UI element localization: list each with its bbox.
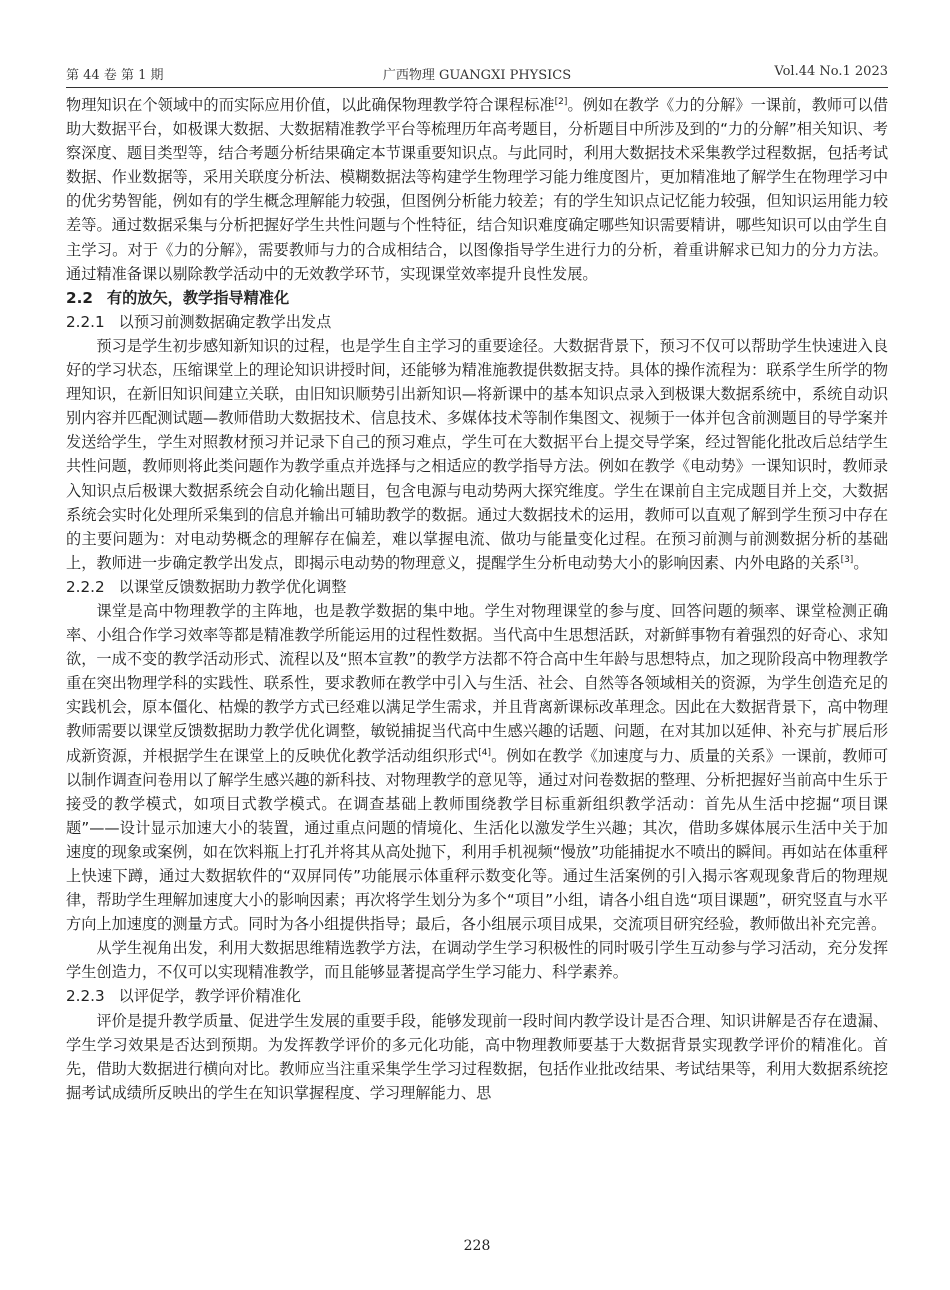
- citation-ref: [2]: [554, 97, 568, 107]
- section-number: 2.2.3: [66, 987, 105, 1006]
- section-number: 2.2.2: [66, 577, 105, 596]
- citation-ref: [3]: [840, 554, 854, 565]
- paragraph-text: 评价是提升教学质量、促进学生发展的重要手段，能够发现前一段时间内教学设计是否合理、知识讲解是否存在遗漏、学生学习效果是否达到预期。为发挥教学评价的多元化功能，高中物理教师要基于大数据背景实现教学评价的精准化。首先，借助大数据进行横向对比。教师应当注重采集学生学习过程数据，包括作业批改结果、考试结果等，利用大数据系统挖掘考试成绩所反映出的学生在知识掌握程度、学习理解能力、思: [66, 1011, 888, 1102]
- paragraph-text: 课堂是高中物理教学的主阵地，也是教学数据的集中地。学生对物理课堂的参与度、回答问题的频率、课堂检测正确率、小组合作学习效率等都是精准教学所能运用的过程性数据。当代高中生思想活跃，对新鲜事物有着强烈的好奇心、求知欲，一成不变的教学活动形式、流程以及“照本宣教”的教学方法都不符合高中生年龄与思想特点，加之现阶段高中物理教学重在突出物理学科的实践性、联系性，要求教师在教学中引入与生活、社会、自然等各领域相关的资源，为学生创造充足的实践机会，原本僵化、枯燥的教学方式已经难以满足学生需求，并且背离新课标改革理念。因此在大数据背景下，高中物理教师需要以课堂反馈数据助力教学优化调整，敏锐捕捉当代高中生感兴趣的话题、问题，在对其加以延伸、补充与扩展后形成新资源，并根据学生在课堂上的反映优化教学活动组织形式: [66, 601, 888, 765]
- paragraph-4: [66, 936, 888, 984]
- paragraph-2: [66, 334, 888, 575]
- article-body: [66, 93, 888, 1105]
- section-heading-2-2-3: [66, 984, 888, 1008]
- section-title: 以预习前测数据确定教学出发点: [118, 312, 332, 331]
- section-title: 有的放矢，教学指导精准化: [106, 288, 290, 307]
- paragraph-text: 。: [853, 553, 869, 572]
- header-rule: [66, 87, 888, 88]
- paragraph-5: [66, 1009, 888, 1105]
- page-number: 228: [463, 1238, 491, 1254]
- section-number: 2.2: [66, 288, 93, 307]
- running-header: [66, 64, 888, 86]
- paragraph-text: 从学生视角出发，利用大数据思维精选教学方法，在调动学生学习积极性的同时吸引学生互动参与学习活动，充分发挥学生创造力，不仅可以实现精准教学，而且能够显著提高学生学习能力、科学素养。: [66, 939, 888, 982]
- section-title: 以评促学，教学评价精准化: [118, 987, 301, 1006]
- section-number: 2.2.1: [66, 312, 105, 331]
- section-title: 以课堂反馈数据助力教学优化调整: [118, 577, 347, 596]
- paragraph-text: 物理知识在个领域中的而实际应用价值，以此确保物理教学符合课程标准: [66, 96, 555, 114]
- header-journal: 广西物理 GUANGXI PHYSICS: [382, 68, 572, 83]
- citation-ref: [4]: [478, 747, 492, 758]
- header-volume-en: Vol.44 No.1 2023: [774, 64, 888, 79]
- paragraph-text: 。例如在教学《加速度与力、质量的关系》一课前，教师可以制作调查问卷用以了解学生感兴趣的新科技、对物理教学的意见等，通过对问卷数据的整理、分析把握好当前高中生乐于接受的教学模式，如项目式教学模式。在调查基础上教师围绕教学目标重新组织教学活动：首先从生活中挖掘“项目课题”——设计显示加速大小的装置，通过重点问题的情境化、生活化以激发学生兴趣；其次，借助多媒体展示生活中关于加速度的现象或案例，如在饮料瓶上打孔并将其从高处抛下，利用手机视频“慢放”功能捕捉水不喷出的瞬间。再如站在体重秤上快速下蹲，通过大数据软件的“双屏同传”功能展示体重秤示数变化等。通过生活案例的引入揭示客观现象背后的物理规律，帮助学生理解加速度大小的影响因素；再次将学生划分为多个“项目”小组，请各小组自选“项目课题”，研究竖直与水平方向上加速度的测量方式。同时为各小组提供指导；最后，各小组展示项目成果，交流项目研究经验，教师做出补充完善。: [66, 746, 889, 934]
- header-volume: 第 44 卷 第 1 期: [66, 68, 164, 83]
- paragraph-text: 。例如在教学《力的分解》一课前，教师可以借助大数据平台，如极课大数据、大数据精准教学平台等梳理历年高考题目，分析题目中所涉及到的“力的分解”相关知识、考察深度、题目类型等，结合考题分析结果确定本节课重要知识点。与此同时，利用大数据技术采集教学过程数据，包括考试数据、作业数据等，采用关联度分析法、模糊数据法等构建学生物理学习能力维度图片，更加精准地了解学生在物理学习中的优劣势智能，例如有的学生概念理解能力较强，但图例分析能力较差；有的学生知识点记忆能力较强，但知识运用能力较差等。通过数据采集与分析把握好学生共性问题与个性特征，结合知识难度确定哪些知识需要精讲，哪些知识可以由学生自主学习。对于《力的分解》，需要教师与力的合成相结合，以图像指导学生进行力的分析，着重讲解求已知力的分力方法。通过精准备课以剔除教学活动中的无效教学环节，实现课堂效率提升良性发展。: [66, 96, 889, 283]
- section-heading-2-2-2: [66, 575, 888, 599]
- paragraph-3: [66, 599, 888, 936]
- section-heading-2-2: [66, 286, 888, 310]
- paragraph-text: 预习是学生初步感知新知识的过程，也是学生自主学习的重要途径。大数据背景下，预习不仅可以帮助学生快速进入良好的学习状态，压缩课堂上的理论知识讲授时间，还能够为精准施教提供数据支持。具体的操作流程为：联系学生所学的物理知识，在新旧知识间建立关联，由旧知识顺势引出新知识—将新课中的基本知识点录入到极课大数据系统中，系统自动识别内容并匹配测试题—教师借助大数据技术、信息技术、多媒体技术等制作集图文、视频于一体并包含前测题目的导学案并发送给学生，学生对照教材预习并记录下自己的预习难点，学生可在大数据平台上提交导学案，经过智能化批改后总结学生共性问题，教师则将此类问题作为教学重点并选择与之相适应的教学指导方法。例如在教学《电动势》一课知识时，教师录入知识点后极课大数据系统会自动化输出题目，包含电源与电动势两大探究维度。学生在课前自主完成题目并上交，大数据系统会实时化处理所采集到的信息并输出可辅助教学的数据。通过大数据技术的运用，教师可以直观了解到学生预习中存在的主要问题为：对电动势概念的理解存在偏差，难以掌握电流、做功与能量变化过程。在预习前测与前测数据分析的基础上，教师进一步确定教学出发点，即揭示电动势的物理意义，提醒学生分析电动势大小的影响因素、内外电路的关系: [66, 336, 888, 572]
- section-heading-2-2-1: [66, 310, 888, 334]
- paragraph-1: [66, 93, 888, 286]
